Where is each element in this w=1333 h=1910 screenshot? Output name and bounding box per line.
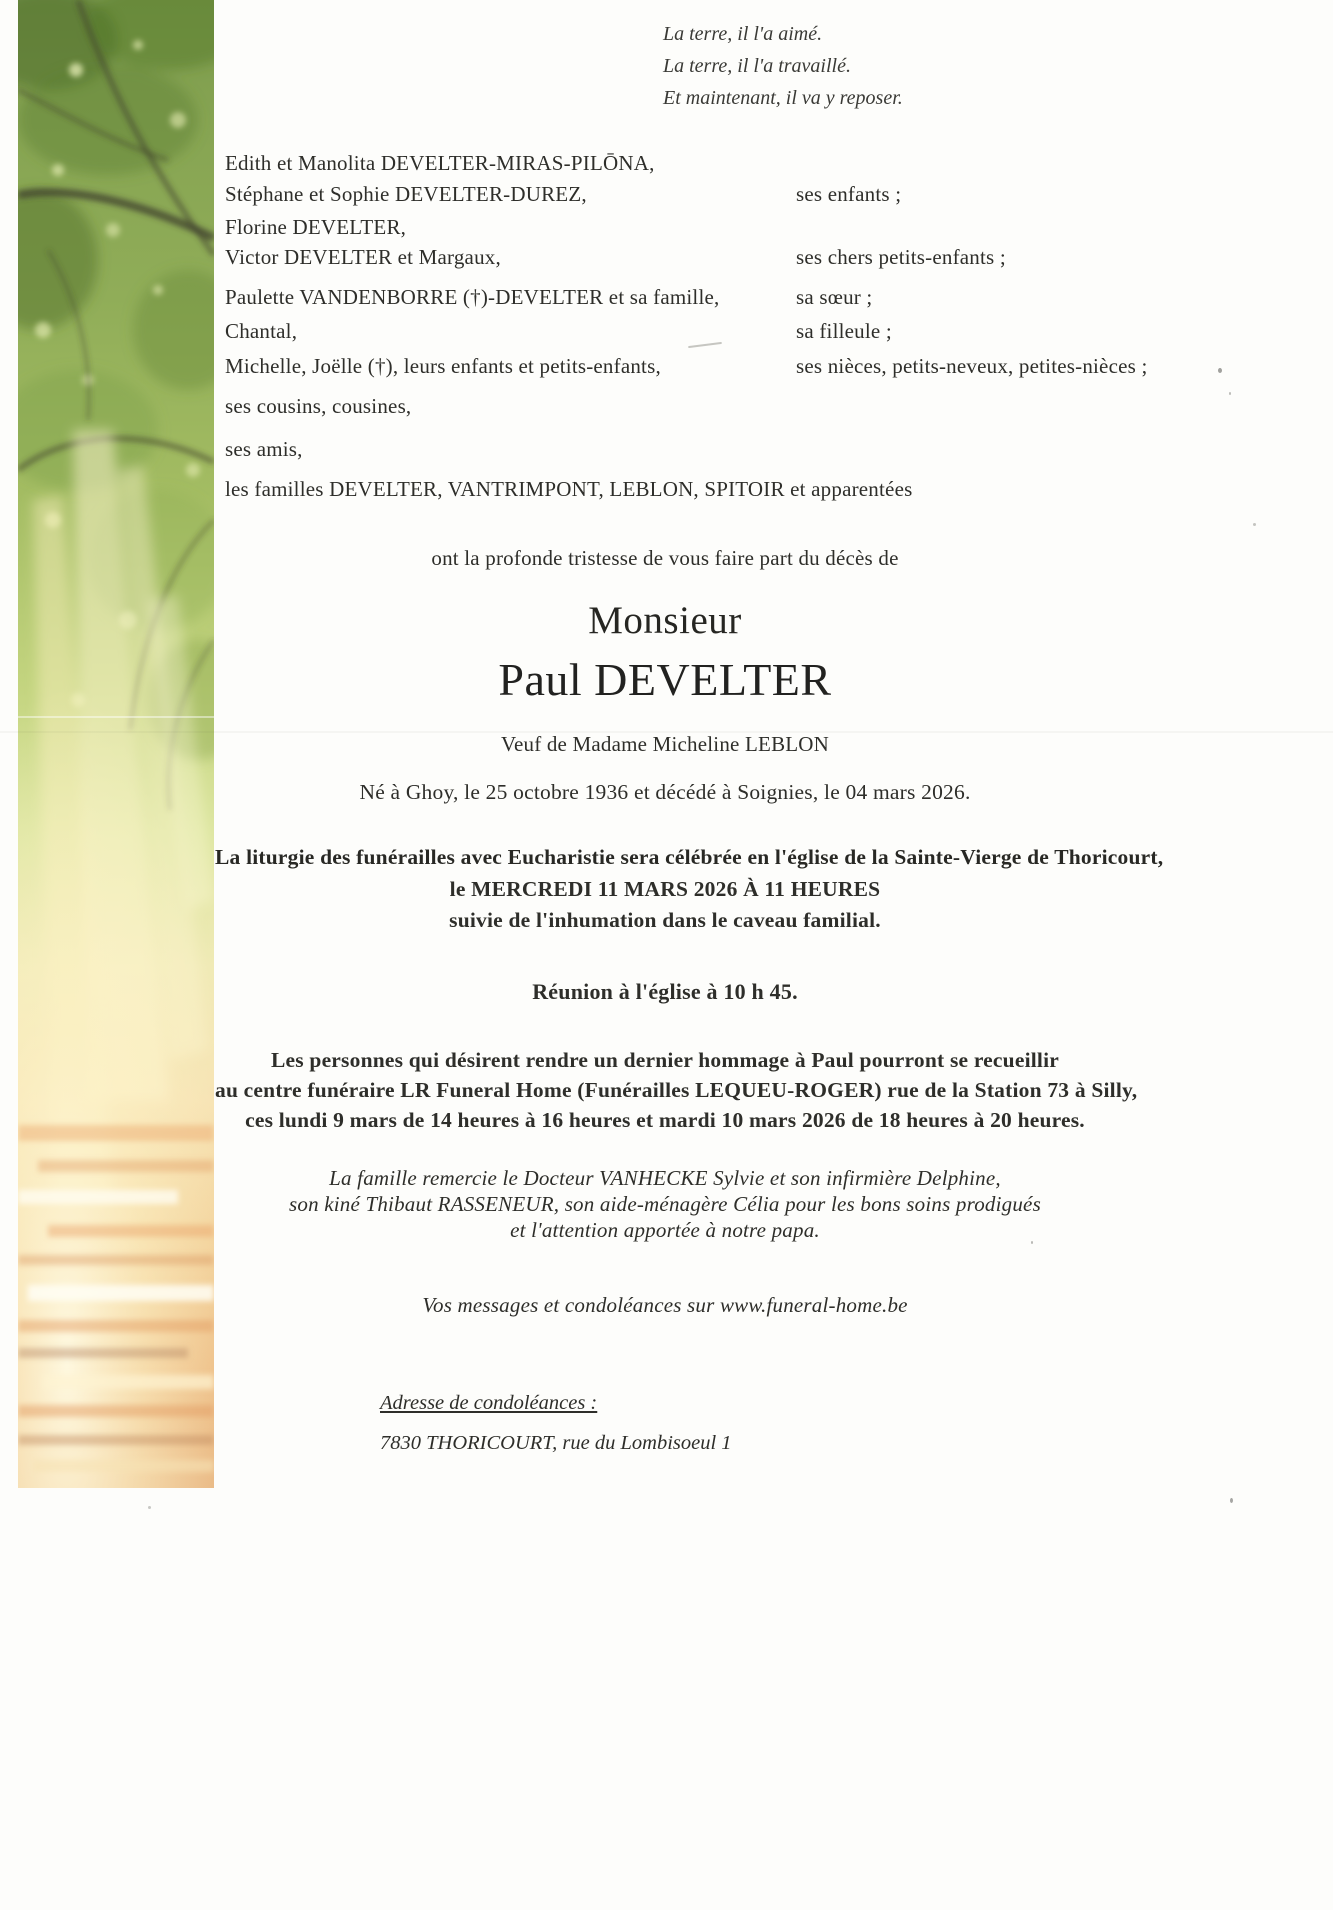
family-row [225,319,1313,344]
relation-label: ses chers petits-enfants ; [796,245,1006,269]
family-row [225,245,1313,270]
tribute-line-2: au centre funéraire LR Funeral Home (Funérailles LEQUEU-ROGER) rue de la Station 73 à Silly, [215,1078,1138,1102]
family-row [225,151,1313,176]
family-row [225,477,1313,502]
scan-speck [1229,392,1231,395]
family-row [225,182,1313,207]
family-row [225,215,1313,240]
family-names: ses cousins, cousines, [225,394,412,418]
widower-line: Veuf de Madame Micheline LEBLON [500,732,830,756]
epigraph-line-1: La terre, il l'a aimé. [663,23,823,45]
thanks-line-1: La famille remercie le Docteur VANHECKE Sylvie et son infirmière Delphine, [329,1166,1001,1190]
scan-speck [1230,1498,1233,1503]
family-names: Florine DEVELTER, [225,215,407,239]
family-names: Michelle, Joëlle (†), leurs enfants et petits-enfants, [225,354,661,378]
paper-fold-crease [0,731,1333,733]
deceased-title: Monsieur [588,599,742,642]
family-names: Paulette VANDENBORRE (†)-DEVELTER et sa famille, [225,285,720,309]
scan-speck [148,1506,151,1509]
family-names: Victor DEVELTER et Margaux, [225,245,501,269]
family-names: ses amis, [225,437,303,461]
condolence-messages-line: Vos messages et condoléances sur www.funeral-home.be [422,1293,908,1317]
scan-speck [1031,1241,1033,1244]
thanks-line-2: son kiné Thibaut RASSENEUR, son aide-ménagère Célia pour les bons soins prodigués [289,1192,1041,1216]
family-row [225,437,1313,462]
epigraph [663,18,903,114]
announcement-sentence: ont la profonde tristesse de vous faire part du décès de [431,546,899,570]
epigraph-line-2: La terre, il l'a travaillé. [663,55,851,77]
family-row [225,285,1313,310]
thanks-line-3: et l'attention apportée à notre papa. [510,1218,820,1242]
forest-path-photo [18,0,214,1488]
scan-speck [1253,523,1256,526]
family-row [225,354,1313,379]
condolence-address-heading: Adresse de condoléances : [380,1392,598,1414]
family-names: Edith et Manolita DEVELTER-MIRAS-PILŌNA, [225,151,655,175]
reunion-line: Réunion à l'église à 10 h 45. [532,979,798,1004]
epigraph-line-3: Et maintenant, il va y reposer. [663,87,903,109]
relation-label: ses enfants ; [796,182,902,206]
liturgy-line-3: suivie de l'inhumation dans le caveau familial. [449,908,881,932]
family-names: Stéphane et Sophie DEVELTER-DUREZ, [225,182,587,206]
relation-label: ses nièces, petits-neveux, petites-nièces ; [796,354,1148,378]
life-dates-line: Né à Ghoy, le 25 octobre 1936 et décédé à Soignies, le 04 mars 2026. [359,780,971,804]
liturgy-line-2: le MERCREDI 11 MARS 2026 À 11 HEURES [449,877,881,901]
tribute-line-3: ces lundi 9 mars de 14 heures à 16 heures et mardi 10 mars 2026 de 18 heures à 20 heures. [245,1108,1085,1132]
family-row [225,394,1313,419]
relation-label: sa sœur ; [796,285,873,309]
family-names: les familles DEVELTER, VANTRIMPONT, LEBLON, SPITOIR et apparentées [225,477,913,501]
deceased-name: Paul DEVELTER [498,654,832,705]
scan-speck [1218,368,1222,373]
tribute-line-1: Les personnes qui désirent rendre un dernier hommage à Paul pourront se recueillir [270,1048,1060,1072]
condolence-address: 7830 THORICOURT, rue du Lombisoeul 1 [380,1432,732,1454]
forest-path-illustration [18,0,214,1488]
relation-label: sa filleule ; [796,319,892,343]
liturgy-line-1: La liturgie des funérailles avec Eucharistie sera célébrée en l'église de la Sainte-Vierge de Thoricourt, [215,845,1164,869]
family-names: Chantal, [225,319,298,343]
